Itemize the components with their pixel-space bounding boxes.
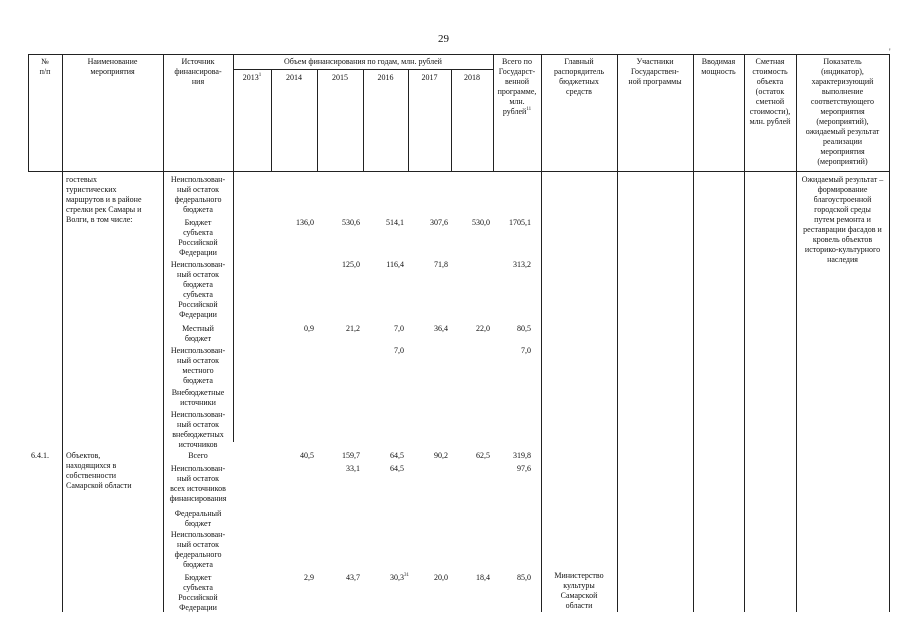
value-cell-v2018: 530,0 <box>472 218 490 227</box>
value-cell-v2017: 71,8 <box>434 260 448 269</box>
header-divider <box>317 69 318 172</box>
block2-num: 6.4.1. <box>31 451 49 460</box>
value-cell-total: 319,8 <box>513 451 531 460</box>
funding-source-cell: Местный бюджет <box>182 324 214 343</box>
header-funding-title: Объем финансирования по годам, млн. рублей <box>284 57 442 66</box>
header-year-2014: 2014 <box>286 73 302 82</box>
header-total: Всего по Государст- венной программе, млн. рублей$^{11}$ <box>497 57 537 116</box>
body-divider <box>889 172 890 612</box>
value-cell-v2015: 33,1 <box>346 464 360 473</box>
body-divider <box>617 172 618 612</box>
header-divider <box>271 69 272 172</box>
header-num: № п/п <box>39 57 51 76</box>
header-capacity: Вводимая мощность <box>701 57 736 76</box>
value-cell-v2016: 7,0 <box>394 324 404 333</box>
value-cell-v2018: 62,5 <box>476 451 490 460</box>
header-name: Наименование мероприятия <box>87 57 138 76</box>
value-cell-v2018: 18,4 <box>476 573 490 582</box>
value-cell-v2014: 136,0 <box>296 218 314 227</box>
header-year-2018: 2018 <box>464 73 480 82</box>
header-manager: Главный распорядитель бюджетных средств <box>553 57 605 96</box>
header-year-2013: 2013$^1$ <box>242 73 262 82</box>
funding-source-cell: Неиспользован- ный остаток всех источников финансирования <box>169 464 227 503</box>
funding-source-cell: Неиспользован- ный остаток федерального бюджета <box>170 175 226 214</box>
value-cell-v2015: 21,2 <box>346 324 360 333</box>
header-cost: Сметная стоимость объекта (остаток сметной стоимости), млн. рублей <box>749 57 791 126</box>
funding-source-cell: Неиспользован- ный остаток местного бюджета <box>170 346 226 385</box>
value-cell-v2015: 159,7 <box>342 451 360 460</box>
value-cell-v2016: 30,3$^{31}$ <box>390 573 409 582</box>
body-divider <box>744 172 745 612</box>
header-year-2015: 2015 <box>332 73 348 82</box>
header-indicator: Показатель (индикатор), характеризующий выполнение соответствующего мероприятия (мероприятий), ожидаемый результат реализации мероприятия (мероприятий) <box>805 57 880 166</box>
value-cell-v2016: 116,4 <box>386 260 404 269</box>
header-year-2017: 2017 <box>421 73 438 82</box>
value-cell-v2016: 7,0 <box>394 346 404 355</box>
value-cell-v2016: 64,5 <box>390 464 404 473</box>
value-cell-v2017: 36,4 <box>434 324 448 333</box>
funding-source-cell: Внебюджетные источники <box>171 388 225 407</box>
funding-source-cell: Неиспользован- ный остаток бюджета субъекта Российской Федерации <box>170 260 226 319</box>
header-divider <box>363 69 364 172</box>
funding-source-cell: Неиспользован- ный остаток внебюджетных источников <box>170 410 226 449</box>
corner-mark: ' <box>889 47 891 57</box>
body-divider <box>233 172 234 442</box>
value-cell-v2014: 0,9 <box>304 324 314 333</box>
header-year-2016: 2016 <box>377 73 394 82</box>
value-cell-v2016: 514,1 <box>386 218 404 227</box>
block1-name: гостевых туристических маршрутов и в районе стрелки рек Самары и Волги, в том числе: <box>66 175 142 224</box>
body-divider <box>541 172 542 612</box>
block2-name: Объектов, находящихся в собственности Самарской области <box>66 451 132 490</box>
value-cell-v2016: 64,5 <box>390 451 404 460</box>
header-divider <box>451 69 452 172</box>
funding-source-cell: Федеральный бюджет <box>174 509 222 528</box>
funding-source-cell: Всего <box>188 451 208 460</box>
funding-source-cell: Бюджет субъекта Российской Федерации <box>178 573 218 612</box>
value-cell-v2017: 20,0 <box>434 573 448 582</box>
header-participants: Участники Государствен- ной программы <box>628 57 682 86</box>
value-cell-v2014: 40,5 <box>300 451 314 460</box>
funding-source-cell: Неиспользован- ный остаток федерального бюджета <box>170 530 226 569</box>
value-cell-total: 7,0 <box>521 346 531 355</box>
value-cell-total: 1705,1 <box>509 218 531 227</box>
header-divider <box>233 54 234 172</box>
body-divider <box>693 172 694 612</box>
value-cell-v2015: 530,6 <box>342 218 360 227</box>
funding-source-cell: Бюджет субъекта Российской Федерации <box>178 218 218 257</box>
header-source: Источник финансирова- ния <box>174 57 222 86</box>
value-cell-v2014: 2,9 <box>304 573 314 582</box>
value-cell-total: 85,0 <box>517 573 531 582</box>
page-number: 29 <box>438 33 449 45</box>
body-divider <box>62 172 63 612</box>
value-cell-v2015: 125,0 <box>342 260 360 269</box>
value-cell-v2017: 90,2 <box>434 451 448 460</box>
value-cell-v2015: 43,7 <box>346 573 360 582</box>
block1-indicator: Ожидаемый результат – формирование благоустроенной городской среды путем ремонта и реставрации фасадов и кровель объектов историко-культурного наследия <box>801 175 884 264</box>
value-cell-total: 80,5 <box>517 324 531 333</box>
value-cell-total: 97,6 <box>517 464 531 473</box>
header-divider <box>408 69 409 172</box>
value-cell-v2018: 22,0 <box>476 324 490 333</box>
block2-manager: Министерство культуры Самарской области <box>554 571 604 610</box>
value-cell-total: 313,2 <box>513 260 531 269</box>
value-cell-v2017: 307,6 <box>430 218 448 227</box>
